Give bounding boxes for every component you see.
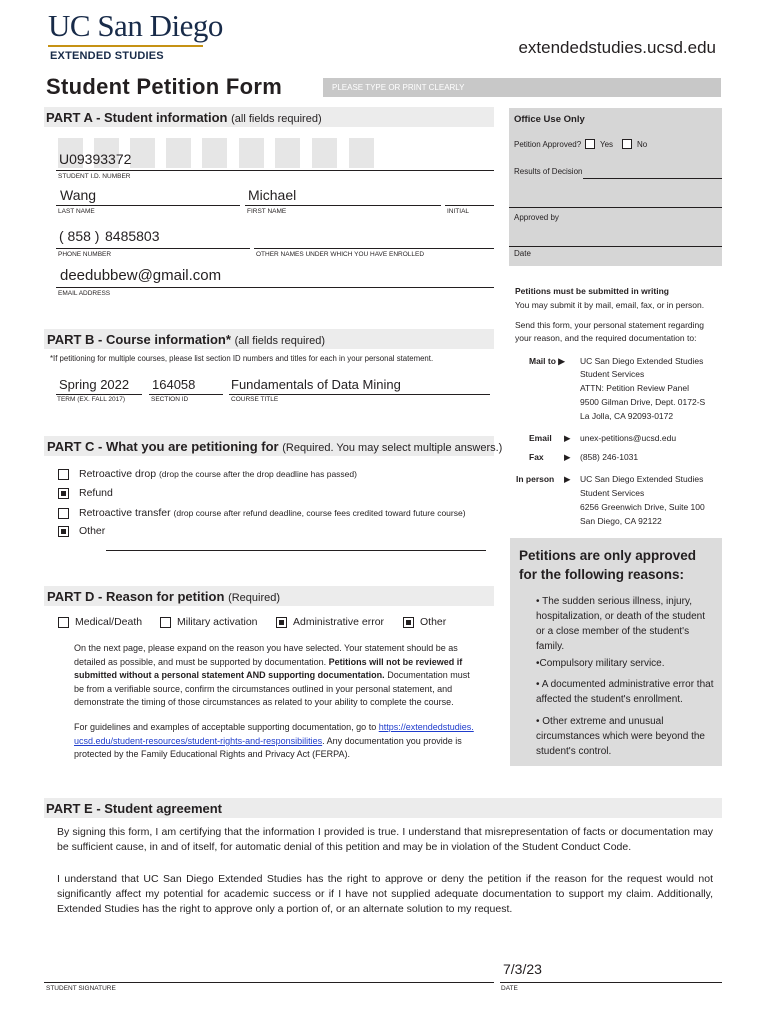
signature-label: STUDENT SIGNATURE bbox=[46, 985, 116, 992]
student-id-label: STUDENT I.D. NUMBER bbox=[58, 173, 131, 180]
refund-checkbox[interactable] bbox=[58, 488, 69, 499]
phone-label: PHONE NUMBER bbox=[58, 251, 112, 258]
mail-address-3: ATTN: Petition Review Panel bbox=[580, 383, 689, 393]
office-use-panel bbox=[509, 108, 722, 266]
date-field[interactable]: 7/3/23 bbox=[503, 961, 542, 977]
mail-address-2: Student Services bbox=[580, 369, 645, 379]
office-date-label: Date bbox=[514, 249, 531, 258]
other-names-label: OTHER NAMES UNDER WHICH YOU HAVE ENROLLED bbox=[256, 251, 425, 258]
part-c-sub: (Required. You may select multiple answers.) bbox=[282, 442, 503, 454]
military-activation-label: Military activation bbox=[177, 616, 258, 628]
other-names-line[interactable] bbox=[254, 248, 494, 249]
part-c-title: PART C - What you are petitioning for bbox=[47, 439, 279, 454]
statement-instructions bbox=[74, 642, 474, 710]
part-e-heading bbox=[44, 798, 722, 818]
approved-by-line bbox=[509, 246, 722, 247]
part-a-title: PART A - Student information bbox=[46, 110, 228, 125]
id-digit-box bbox=[202, 138, 227, 168]
administrative-error-checkbox[interactable] bbox=[276, 617, 287, 628]
other-reason-label: Other bbox=[420, 616, 447, 628]
part-c-heading bbox=[44, 436, 503, 456]
term-field[interactable]: Spring 2022 bbox=[59, 377, 130, 392]
first-name-line bbox=[245, 205, 441, 206]
administrative-error-label: Administrative error bbox=[293, 616, 385, 628]
statement-warning: Petitions will not be reviewed if submitted without a personal statement AND supporting documentation. bbox=[74, 656, 463, 680]
approved-no-label: No bbox=[637, 140, 648, 149]
email-arrow-icon: ▶ bbox=[564, 433, 571, 443]
inperson-label: In person bbox=[516, 474, 555, 484]
reasons-heading bbox=[519, 546, 696, 584]
reason-item: • Other extreme and unusual circumstances which were beyond the student's control. bbox=[536, 716, 705, 757]
first-name-field[interactable]: Michael bbox=[248, 187, 297, 203]
id-digit-box bbox=[312, 138, 337, 168]
statement-text-b: Documentation must be from a verifiable source, confirm the circumstances outlined in your personal statement, and demonstrate the timing of those circumstances as related to your ability to complete the course. bbox=[74, 670, 470, 707]
part-b-note: *If petitioning for multiple courses, please list section ID numbers and titles for each in your personal statement. bbox=[50, 354, 434, 363]
retroactive-drop-checkbox[interactable] bbox=[58, 469, 69, 480]
print-clearly-bar: PLEASE TYPE OR PRINT CLEARLY bbox=[323, 78, 721, 97]
other-petition-line[interactable] bbox=[106, 550, 486, 551]
inperson-address-4: San Diego, CA 92122 bbox=[580, 516, 662, 526]
fax-arrow-icon: ▶ bbox=[564, 452, 571, 462]
id-digit-box bbox=[239, 138, 264, 168]
term-line bbox=[56, 394, 142, 395]
mail-address-1: UC San Diego Extended Studies bbox=[580, 356, 704, 366]
mail-arrow-icon: ▶ bbox=[558, 356, 565, 366]
phone-line bbox=[56, 248, 250, 249]
date-line bbox=[500, 982, 722, 983]
extended-studies-label: EXTENDED STUDIES bbox=[50, 50, 164, 62]
id-digit-box bbox=[349, 138, 374, 168]
submission-line-1: You may submit it by mail, email, fax, or in person. bbox=[515, 300, 705, 310]
email-contact-label: Email bbox=[529, 433, 552, 443]
id-digit-box bbox=[275, 138, 300, 168]
retroactive-drop-detail: (drop the course after the drop deadline has passed) bbox=[158, 469, 357, 479]
retroactive-transfer-checkbox[interactable] bbox=[58, 508, 69, 519]
phone-number-field[interactable]: 8485803 bbox=[105, 228, 160, 244]
part-d-heading bbox=[44, 586, 494, 606]
first-name-label: FIRST NAME bbox=[247, 208, 287, 215]
email-field[interactable]: deedubbew@gmail.com bbox=[60, 267, 222, 284]
approved-yes-checkbox[interactable] bbox=[585, 139, 595, 149]
course-title-field[interactable]: Fundamentals of Data Mining bbox=[231, 377, 401, 392]
section-id-field[interactable]: 164058 bbox=[152, 377, 196, 392]
initial-label: INITIAL bbox=[447, 208, 470, 215]
part-b-title: PART B - Course information* bbox=[47, 332, 231, 347]
email-contact[interactable]: unex-petitions@ucsd.edu bbox=[580, 433, 677, 443]
part-e-title: PART E - Student agreement bbox=[46, 801, 223, 816]
approved-by-label: Approved by bbox=[514, 213, 559, 222]
mail-label bbox=[529, 355, 565, 368]
part-a-heading bbox=[44, 107, 494, 127]
inperson-address-2: Student Services bbox=[580, 488, 645, 498]
id-digit-box bbox=[130, 138, 155, 168]
part-b-heading bbox=[44, 329, 494, 349]
course-title-line bbox=[229, 394, 490, 395]
last-name-line bbox=[56, 205, 240, 206]
results-label: Results of Decision bbox=[514, 167, 583, 176]
reasons-heading-2: for the following reasons: bbox=[519, 567, 685, 582]
last-name-field[interactable]: Wang bbox=[60, 187, 97, 203]
approved-no-checkbox[interactable] bbox=[622, 139, 632, 149]
statement-text-a: On the next page, please expand on the reason you have selected. Your statement should be as detailed as possible, and must be supported by documentation. bbox=[74, 643, 458, 667]
guidelines-text-a: For guidelines and examples of acceptable supporting documentation, go to bbox=[74, 722, 379, 732]
guidelines-text-b: . Any documentation you provide is protected by the Family Educational Rights and Privacy Act (FERPA). bbox=[74, 735, 462, 759]
phone-area-field[interactable]: ( 858 ) bbox=[59, 228, 100, 244]
mail-label-text: Mail to bbox=[529, 356, 556, 366]
retroactive-drop-label: Retroactive drop bbox=[79, 468, 157, 480]
retroactive-transfer-label: Retroactive transfer bbox=[79, 507, 171, 519]
reason-item: •Compulsory military service. bbox=[536, 658, 665, 669]
submission-heading: Petitions must be submitted in writing bbox=[515, 286, 669, 296]
guidelines-link[interactable]: https://extendedstudies.ucsd.edu/student-resources/student-rights-and-responsibilities bbox=[74, 722, 474, 746]
results-line bbox=[583, 178, 722, 179]
form-title: Student Petition Form bbox=[46, 74, 283, 99]
agreement-paragraph-1: By signing this form, I am certifying that the information I provided is true. I understand that misrepresentation of facts or documentation may be sufficient cause, in and of itself, for automatic denial of this petition and may be in violation of the Student Conduct Code. bbox=[57, 826, 713, 853]
reason-item: • A documented administrative error that affected the student's enrollment. bbox=[536, 679, 714, 705]
website-url: extendedstudies.ucsd.edu bbox=[518, 38, 716, 57]
retroactive-transfer-option bbox=[79, 507, 466, 519]
agreement-paragraph-2: I understand that UC San Diego Extended Studies has the right to approve or deny the petition if the reason for the request would not significantly affect my potential for academic success or if I have not supplied adequate documentation to support my claim. Additionally, Extended Studies has the right to approve only a portion of, or an alternate solution to my request. bbox=[57, 873, 713, 915]
retroactive-transfer-detail: (drop course after refund deadline, course fees credited toward future course) bbox=[173, 508, 466, 518]
reason-item: • The sudden serious illness, injury, hospitalization, or death of the student or a close member of the student's family. bbox=[536, 596, 706, 652]
part-d-title: PART D - Reason for petition bbox=[47, 589, 225, 604]
id-digit-box bbox=[166, 138, 191, 168]
part-d-sub: (Required) bbox=[228, 592, 281, 604]
email-line bbox=[56, 287, 494, 288]
logo-underline bbox=[48, 45, 203, 47]
submission-line-3: your reason, and the required documentation to: bbox=[515, 333, 697, 343]
approved-question: Petition Approved? bbox=[514, 140, 582, 149]
student-id-field[interactable]: U09393372 bbox=[59, 151, 132, 167]
student-id-line bbox=[56, 170, 494, 171]
term-label: TERM (EX. FALL 2017) bbox=[57, 396, 126, 403]
reasons-heading-1: Petitions are only approved bbox=[519, 548, 697, 563]
part-a-sub: (all fields required) bbox=[231, 113, 322, 125]
approved-reasons-panel bbox=[510, 538, 722, 766]
fax-label: Fax bbox=[529, 452, 544, 462]
inperson-arrow-icon: ▶ bbox=[564, 474, 571, 484]
documentation-guidelines bbox=[74, 721, 474, 762]
inperson-address-1: UC San Diego Extended Studies bbox=[580, 474, 704, 484]
approved-yes-label: Yes bbox=[600, 140, 614, 149]
military-activation-checkbox[interactable] bbox=[160, 617, 171, 628]
fax-number: (858) 246-1031 bbox=[580, 452, 639, 462]
retroactive-drop-option bbox=[79, 468, 357, 480]
mail-address-4: 9500 Gilman Drive, Dept. 0172-S bbox=[580, 397, 706, 407]
submission-line-2: Send this form, your personal statement regarding bbox=[515, 320, 704, 330]
email-label: EMAIL ADDRESS bbox=[58, 290, 111, 297]
office-title: Office Use Only bbox=[514, 114, 585, 125]
signature-line[interactable] bbox=[44, 982, 494, 983]
other-reason-checkbox[interactable] bbox=[403, 617, 414, 628]
inperson-address-3: 6256 Greenwich Drive, Suite 100 bbox=[580, 502, 705, 512]
results-line-2 bbox=[509, 207, 722, 208]
other-petition-checkbox[interactable] bbox=[58, 526, 69, 537]
date-label: DATE bbox=[501, 985, 518, 992]
initial-line bbox=[445, 205, 494, 206]
section-id-label: SECTION ID bbox=[151, 396, 189, 403]
last-name-label: LAST NAME bbox=[58, 208, 95, 215]
ucsd-logo: UC San Diego bbox=[48, 8, 223, 43]
medical-death-checkbox[interactable] bbox=[58, 617, 69, 628]
mail-address-5: La Jolla, CA 92093-0172 bbox=[580, 411, 674, 421]
section-id-line bbox=[149, 394, 223, 395]
refund-label: Refund bbox=[79, 487, 113, 499]
part-b-sub: (all fields required) bbox=[234, 335, 326, 347]
course-title-label: COURSE TITLE bbox=[231, 396, 279, 403]
other-petition-label: Other bbox=[79, 525, 106, 537]
medical-death-label: Medical/Death bbox=[75, 616, 143, 628]
